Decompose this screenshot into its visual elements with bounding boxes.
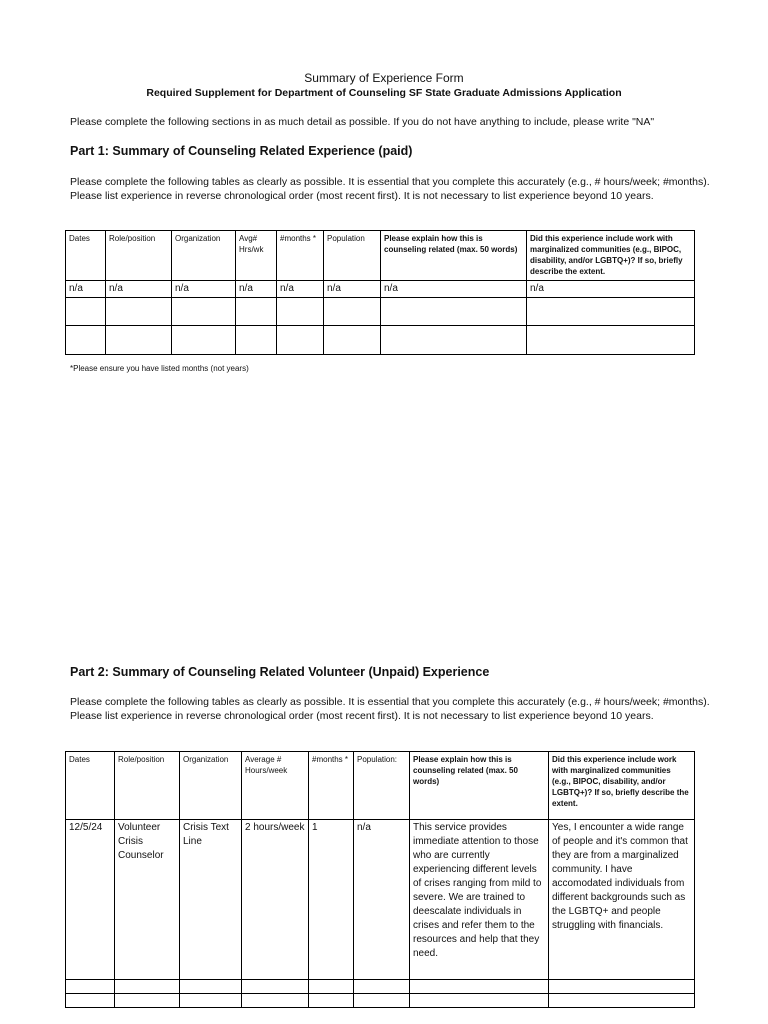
cell-dates[interactable] — [66, 994, 115, 1008]
table-row — [66, 281, 695, 298]
table-row — [66, 820, 695, 980]
cell-organization[interactable]: n/a — [172, 281, 236, 298]
cell-months[interactable]: 1 — [309, 820, 354, 980]
cell-hours[interactable] — [236, 326, 277, 355]
cell-marginalized[interactable] — [527, 298, 695, 326]
header-organization: Organization — [180, 752, 242, 820]
header-marginalized: Did this experience include work with marginalized communities (e.g., BIPOC, disability, and/or LGBTQ+)? If so, briefly describe the extent. — [549, 752, 695, 820]
cell-role[interactable]: Volunteer Crisis Counselor — [115, 820, 180, 980]
cell-organization[interactable]: Crisis Text Line — [180, 820, 242, 980]
form-subtitle: Required Supplement for Department of Counseling SF State Graduate Admissions Application — [146, 87, 622, 99]
table-row — [66, 298, 695, 326]
cell-hours[interactable]: n/a — [236, 281, 277, 298]
cell-months[interactable] — [309, 980, 354, 994]
header-hours: Avg# Hrs/wk — [236, 231, 277, 281]
part1-instructions: Please complete the following tables as clearly as possible. It is essential that you complete this accurately (e.g., # hours/week; #months). Please list experience in reverse chronological order (most recent first). It is not necessary to list experience beyond 10 years. — [70, 176, 710, 202]
part2-header-row — [66, 752, 695, 820]
cell-dates[interactable] — [66, 298, 106, 326]
cell-hours[interactable] — [242, 994, 309, 1008]
cell-marginalized[interactable] — [549, 980, 695, 994]
cell-months[interactable] — [309, 994, 354, 1008]
cell-role[interactable] — [106, 326, 172, 355]
cell-population[interactable] — [324, 298, 381, 326]
part2-heading: Part 2: Summary of Counseling Related Volunteer (Unpaid) Experience — [70, 665, 490, 679]
cell-role[interactable]: n/a — [106, 281, 172, 298]
header-counseling-related: Please explain how this is counseling related (max. 50 words) — [381, 231, 527, 281]
cell-months[interactable]: n/a — [277, 281, 324, 298]
table-row — [66, 994, 695, 1008]
cell-marginalized[interactable]: n/a — [527, 281, 695, 298]
cell-dates[interactable]: 12/5/24 — [66, 820, 115, 980]
part2-instructions: Please complete the following tables as clearly as possible. It is essential that you complete this accurately (e.g., # hours/week; #months). Please list experience in reverse chronological order (most recent first). It is not necessary to list experience beyond 10 years. — [70, 696, 710, 722]
header-population: Population — [324, 231, 381, 281]
cell-months[interactable] — [277, 298, 324, 326]
form-intro: Please complete the following sections in as much detail as possible. If you do not have anything to include, please write "NA" — [70, 116, 655, 128]
cell-hours[interactable]: 2 hours/week — [242, 820, 309, 980]
header-hours: Average # Hours/week — [242, 752, 309, 820]
cell-months[interactable] — [277, 326, 324, 355]
header-population: Population: — [354, 752, 410, 820]
header-counseling-related: Please explain how this is counseling related (max. 50 words) — [410, 752, 549, 820]
cell-role[interactable] — [115, 980, 180, 994]
cell-counseling-related[interactable] — [381, 298, 527, 326]
cell-role[interactable] — [115, 994, 180, 1008]
cell-organization[interactable] — [180, 980, 242, 994]
part1-table — [65, 230, 695, 355]
cell-counseling-related[interactable]: This service provides immediate attention to those who are currently experiencing different levels of crises ranging from mild to severe. We are trained to deescalate individuals in crises and refer them to the resources and help that they need. — [410, 820, 549, 980]
cell-dates[interactable]: n/a — [66, 281, 106, 298]
cell-population[interactable] — [354, 980, 410, 994]
header-dates: Dates — [66, 752, 115, 820]
cell-dates[interactable] — [66, 980, 115, 994]
header-role: Role/position — [115, 752, 180, 820]
header-marginalized: Did this experience include work with marginalized communities (e.g., BIPOC, disability, and/or LGBTQ+)? If so, briefly describe the extent. — [527, 231, 695, 281]
cell-hours[interactable] — [236, 298, 277, 326]
cell-counseling-related[interactable] — [381, 326, 527, 355]
part2-table — [65, 751, 695, 1008]
cell-counseling-related[interactable] — [410, 980, 549, 994]
part1-heading: Part 1: Summary of Counseling Related Experience (paid) — [70, 144, 413, 158]
cell-population[interactable]: n/a — [354, 820, 410, 980]
header-dates: Dates — [66, 231, 106, 281]
header-role: Role/position — [106, 231, 172, 281]
cell-population[interactable] — [354, 994, 410, 1008]
form-title: Summary of Experience Form — [304, 71, 464, 85]
cell-organization[interactable] — [180, 994, 242, 1008]
part1-header-row — [66, 231, 695, 281]
header-months: #months * — [277, 231, 324, 281]
table-row — [66, 980, 695, 994]
cell-role[interactable] — [106, 298, 172, 326]
cell-marginalized[interactable]: Yes, I encounter a wide range of people and it's common that they are from a marginalized community. I have accomodated individuals from different backgrounds such as the LGBTQ+ and people struggling with financials. — [549, 820, 695, 980]
cell-marginalized[interactable] — [549, 994, 695, 1008]
header-months: #months * — [309, 752, 354, 820]
header-organization: Organization — [172, 231, 236, 281]
cell-counseling-related[interactable] — [410, 994, 549, 1008]
cell-population[interactable] — [324, 326, 381, 355]
cell-dates[interactable] — [66, 326, 106, 355]
cell-organization[interactable] — [172, 326, 236, 355]
table-row — [66, 326, 695, 355]
cell-marginalized[interactable] — [527, 326, 695, 355]
cell-hours[interactable] — [242, 980, 309, 994]
cell-organization[interactable] — [172, 298, 236, 326]
cell-counseling-related[interactable]: n/a — [381, 281, 527, 298]
part1-note: *Please ensure you have listed months (not years) — [70, 364, 249, 373]
cell-population[interactable]: n/a — [324, 281, 381, 298]
